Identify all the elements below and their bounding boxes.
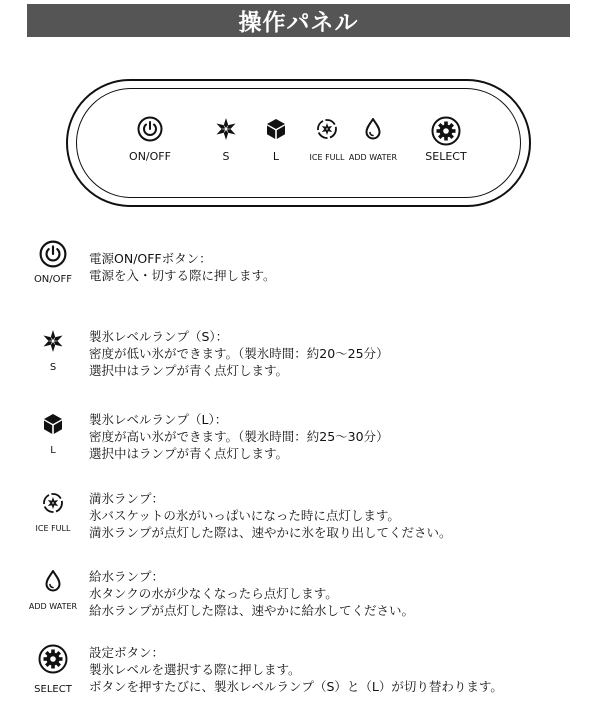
panel-s-label: S	[222, 150, 230, 163]
description-line: 給水ランプが点灯した際は、速やかに給水してください。	[89, 603, 415, 618]
description-line: 設定ボタン：	[89, 645, 165, 660]
description-ice-full-icon-group	[20, 490, 86, 533]
water-drop-icon	[361, 116, 385, 142]
section-header	[27, 4, 570, 37]
description-select-icon-group	[20, 644, 86, 695]
description-s-label: S	[49, 362, 57, 373]
description-power-icon-group	[20, 240, 86, 285]
description-line: 製氷レベルランプ（L）：	[89, 412, 228, 427]
description-line: 密度が高い氷ができます。（製氷時間：約25〜30分）	[89, 429, 389, 444]
panel-select-button[interactable]	[406, 116, 486, 163]
description-line: 製氷レベルを選択する際に押します。	[89, 662, 301, 677]
description-power-label: ON/OFF	[33, 274, 73, 285]
header-title: 操作パネル	[238, 10, 359, 36]
panel-power-label: ON/OFF	[129, 150, 171, 163]
description-line: 電源ON/OFFボタン：	[89, 251, 212, 266]
description-line: 満氷ランプが点灯した際は、速やかに氷を取り出してください。	[89, 525, 452, 540]
description-ice-full-text	[89, 490, 452, 541]
panel-select-label: SELECT	[425, 150, 467, 163]
description-select-label: SELECT	[34, 684, 72, 695]
power-icon	[137, 116, 163, 142]
description-add-water-label: ADD WATER	[28, 602, 78, 611]
gear-icon	[38, 644, 68, 674]
gear-icon	[431, 116, 461, 146]
description-line: 選択中はランプが青く点灯します。	[89, 446, 289, 461]
description-line: 電源を入・切する際に押します。	[89, 268, 276, 283]
description-line: 選択中はランプが青く点灯します。	[89, 363, 289, 378]
description-line: ボタンを押すたびに、製氷レベルランプ（S）と（L）が切り替わります。	[89, 679, 503, 694]
snowflake-icon	[41, 328, 65, 354]
description-add-water-text	[89, 568, 414, 619]
ice-cube-icon	[264, 116, 288, 142]
description-l-text	[89, 411, 389, 462]
panel-ice-full-label: ICE FULL	[309, 153, 345, 162]
description-line: 密度が低い氷ができます。（製氷時間：約20〜25分）	[89, 346, 389, 361]
description-line: 氷バスケットの氷がいっぱいになった時に点灯します。	[89, 508, 400, 523]
description-s-icon-group	[20, 328, 86, 373]
panel-l-label: L	[272, 150, 280, 163]
description-line: 満氷ランプ：	[89, 491, 165, 506]
snowflake-icon	[214, 116, 238, 142]
description-line: 水タンクの水が少なくなったら点灯します。	[89, 586, 338, 601]
description-l-label: L	[50, 445, 56, 456]
ice-cube-icon	[41, 411, 65, 437]
panel-add-water-lamp	[333, 116, 413, 162]
description-s-text	[89, 328, 389, 379]
description-power-text	[89, 250, 276, 284]
description-select-text	[89, 644, 503, 695]
panel-power-button[interactable]	[110, 116, 190, 163]
control-panel	[66, 79, 531, 207]
description-ice-full-label: ICE FULL	[35, 524, 71, 533]
description-line: 製氷レベルランプ（S）：	[89, 329, 229, 344]
description-line: 給水ランプ：	[89, 569, 165, 584]
power-icon	[39, 240, 67, 268]
description-add-water-icon-group	[20, 568, 86, 611]
water-drop-icon	[41, 568, 65, 594]
panel-add-water-label: ADD WATER	[348, 153, 398, 162]
ice-full-icon	[41, 490, 65, 516]
description-l-icon-group	[20, 411, 86, 456]
